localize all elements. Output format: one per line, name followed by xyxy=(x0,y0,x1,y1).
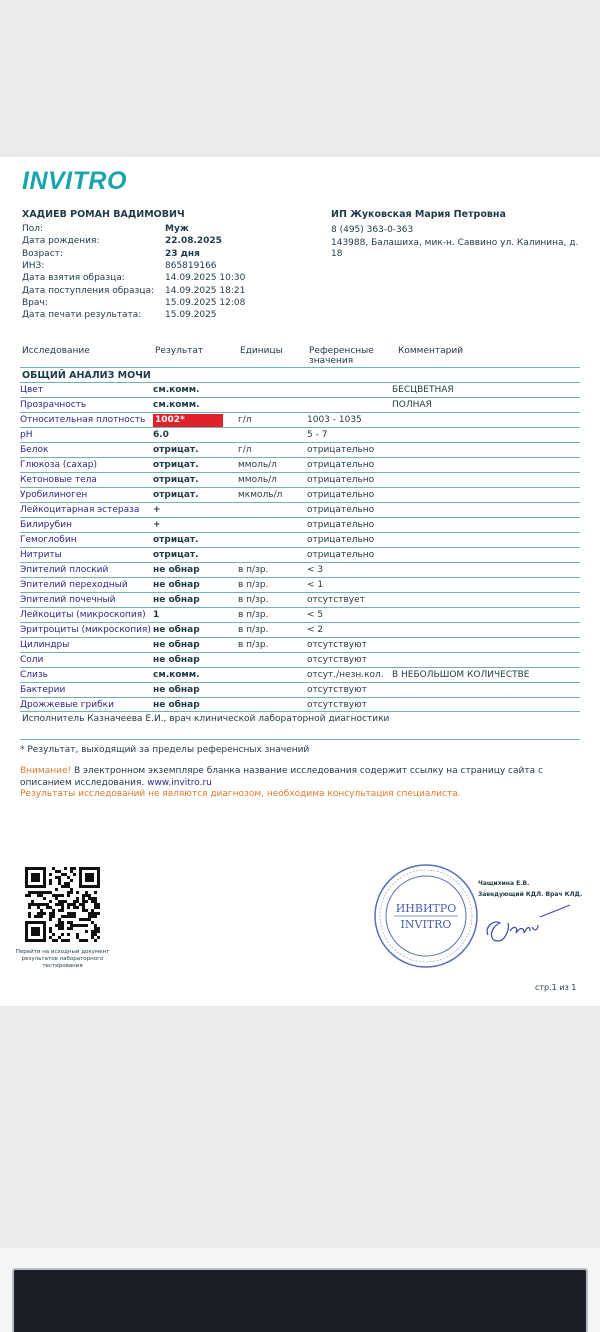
patient-field-label: Дата поступления образца: xyxy=(22,285,154,296)
test-name[interactable]: pH xyxy=(20,430,33,440)
test-result: отрицат. xyxy=(153,475,199,485)
test-units: ммоль/л xyxy=(238,460,277,470)
table-row xyxy=(20,532,580,547)
test-reference: < 2 xyxy=(307,625,324,635)
test-units: в п/зр. xyxy=(238,595,269,605)
table-row xyxy=(20,427,580,442)
attention-warn: Внимание! xyxy=(20,766,72,776)
lab-report-page xyxy=(0,157,600,1006)
test-result: см.комм. xyxy=(153,385,200,395)
test-reference: отсутствуют xyxy=(307,655,367,665)
test-units: мкмоль/л xyxy=(238,490,283,500)
patient-field xyxy=(22,249,322,262)
test-result: отрицат. xyxy=(153,535,199,545)
header-reference: Референсные значения xyxy=(309,346,374,366)
test-name[interactable]: Эпителий плоский xyxy=(20,565,109,575)
test-units: в п/зр. xyxy=(238,565,269,575)
test-reference: отсутствуют xyxy=(307,700,367,710)
test-result: 1 xyxy=(153,610,160,620)
test-result: не обнар xyxy=(153,625,200,635)
test-reference: отсутствуют xyxy=(307,685,367,695)
test-reference: отсут./незн.кол. xyxy=(307,670,384,680)
table-row xyxy=(20,397,580,412)
patient-field-label: Пол: xyxy=(22,224,44,234)
test-comment: БЕСЦВЕТНАЯ xyxy=(392,385,454,395)
header-test: Исследование xyxy=(22,346,90,356)
header-units: Единицы xyxy=(240,346,283,356)
page-number: стр.1 из 1 xyxy=(535,983,577,992)
header-divider xyxy=(20,367,580,368)
attention-note xyxy=(20,765,585,789)
patient-field xyxy=(22,310,322,323)
qr-code-icon[interactable] xyxy=(25,867,100,942)
test-result: см.комм. xyxy=(153,670,200,680)
stamp-text-ru: ИНВИТРО xyxy=(395,902,457,915)
table-row xyxy=(20,457,580,472)
disclaimer: Результаты исследований не являются диагнозом, необходима консультация специалиста. xyxy=(20,789,461,799)
test-result: не обнар xyxy=(153,700,200,710)
test-units: г/л xyxy=(238,445,252,455)
patient-field xyxy=(22,224,322,237)
patient-field-label: Дата печати результата: xyxy=(22,310,142,321)
table-row xyxy=(20,682,580,697)
test-result: не обнар xyxy=(153,580,200,590)
stamp-icon xyxy=(372,862,480,970)
table-row xyxy=(20,472,580,487)
test-name[interactable]: Эпителий почечный xyxy=(20,595,116,605)
test-name[interactable]: Нитриты xyxy=(20,550,62,560)
test-name[interactable]: Белок xyxy=(20,445,49,455)
test-reference: отрицательно xyxy=(307,535,375,545)
qr-caption: Перейти на исходный документ результатов лабораторного тестирования xyxy=(15,949,110,969)
test-name[interactable]: Цилиндры xyxy=(20,640,70,650)
lab-phone: 8 (495) 363-0-363 xyxy=(331,225,414,235)
test-result: 1002* xyxy=(153,414,223,427)
table-row xyxy=(20,442,580,457)
table-row xyxy=(20,637,580,652)
table-row xyxy=(20,577,580,592)
patient-field-value: 14.09.2025 18:21 xyxy=(165,285,246,296)
test-name[interactable]: Кетоновые тела xyxy=(20,475,97,485)
patient-field-value: 865819166 xyxy=(165,260,217,271)
test-name[interactable]: Билирубин xyxy=(20,520,72,530)
test-reference: отрицательно xyxy=(307,490,375,500)
viewer-background-top xyxy=(0,0,600,157)
test-name[interactable]: Эритроциты (микроскопия) xyxy=(20,625,151,635)
test-reference: отрицательно xyxy=(307,460,375,470)
test-reference: отрицательно xyxy=(307,520,375,530)
patient-field-value: 22.08.2025 xyxy=(165,236,222,247)
table-row xyxy=(20,517,580,532)
patient-field-value: 15.09.2025 xyxy=(165,310,217,321)
test-result: см.комм. xyxy=(153,400,200,410)
test-result: не обнар xyxy=(153,655,200,665)
table-row xyxy=(20,622,580,637)
table-row xyxy=(20,487,580,502)
patient-field xyxy=(22,261,322,274)
test-name[interactable]: Относительная плотность xyxy=(20,415,146,425)
test-name[interactable]: Глюкоза (сахар) xyxy=(20,460,97,470)
patient-field xyxy=(22,298,322,311)
test-units: в п/зр. xyxy=(238,625,269,635)
test-reference: < 1 xyxy=(307,580,324,590)
executor: Исполнитель Казначеева Е.И., врач клинической лабораторной диагностики xyxy=(22,714,390,724)
test-name[interactable]: Цвет xyxy=(20,385,44,395)
test-name[interactable]: Уробилиноген xyxy=(20,490,88,500)
table-row xyxy=(20,382,580,397)
bottom-sheet-panel[interactable] xyxy=(12,1268,588,1332)
footnote: * Результат, выходящий за пределы референсных значений xyxy=(20,745,310,755)
test-name[interactable]: Дрожжевые грибки xyxy=(20,700,114,710)
test-units: ммоль/л xyxy=(238,475,277,485)
patient-field-label: Дата взятия образца: xyxy=(22,273,125,284)
viewer-background-bottom xyxy=(0,1006,600,1248)
patient-field-value: 23 дня xyxy=(165,248,200,259)
test-name[interactable]: Гемоглобин xyxy=(20,535,77,545)
test-result: не обнар xyxy=(153,595,200,605)
test-comment: В НЕБОЛЬШОМ КОЛИЧЕСТВЕ xyxy=(392,670,530,680)
test-name[interactable]: Эпителий переходный xyxy=(20,580,128,590)
patient-field-label: Врач: xyxy=(22,297,48,308)
test-name[interactable]: Бактерии xyxy=(20,685,66,695)
lab-name: ИП Жуковская Мария Петровна xyxy=(331,209,506,220)
table-row xyxy=(20,547,580,562)
test-result: отрицат. xyxy=(153,460,199,470)
test-reference: отрицательно xyxy=(307,550,375,560)
test-result: 6.0 xyxy=(153,430,169,440)
attention-text: В электронном экземпляре бланка название исследования содержит ссылку на страницу сайта с описанием исследования. xyxy=(20,766,543,788)
invitro-logo: INVITRO xyxy=(22,167,127,195)
test-reference: < 5 xyxy=(307,610,324,620)
patient-field-label: ИНЗ: xyxy=(22,260,45,271)
test-name[interactable]: Соли xyxy=(20,655,44,665)
test-result: + xyxy=(153,520,161,530)
section-title: ОБЩИЙ АНАЛИЗ МОЧИ xyxy=(22,370,151,381)
test-reference: 1003 - 1035 xyxy=(307,415,362,425)
test-reference: отрицательно xyxy=(307,445,375,455)
test-reference: 5 - 7 xyxy=(307,430,328,440)
patient-field-label: Дата рождения: xyxy=(22,236,100,247)
test-reference: отсутствуют xyxy=(307,640,367,650)
test-reference: отрицательно xyxy=(307,475,375,485)
table-row xyxy=(20,697,580,712)
test-reference: отсутствует xyxy=(307,595,365,605)
lab-address: 143988, Балашиха, мик-н. Саввино ул. Калинина, д. 18 xyxy=(331,238,579,259)
table-row xyxy=(20,502,580,517)
test-units: в п/зр. xyxy=(238,580,269,590)
footer-divider xyxy=(20,739,580,740)
test-reference: < 3 xyxy=(307,565,324,575)
patient-field-value: 14.09.2025 10:30 xyxy=(165,273,246,284)
signer-name: Чащихина Е.В. xyxy=(478,880,530,887)
results-table xyxy=(20,382,580,712)
patient-field-value: 15.09.2025 12:08 xyxy=(165,297,246,308)
patient-name: ХАДИЕВ РОМАН ВАДИМОВИЧ xyxy=(22,209,185,220)
patient-field xyxy=(22,273,322,286)
test-result: не обнар xyxy=(153,685,200,695)
test-name[interactable]: Лейкоциты (микроскопия) xyxy=(20,610,146,620)
test-name[interactable]: Слизь xyxy=(20,670,48,680)
test-comment: ПОЛНАЯ xyxy=(392,400,432,410)
patient-field xyxy=(22,286,322,299)
patient-field-value: Муж xyxy=(165,224,189,234)
patient-field xyxy=(22,236,322,249)
test-result: + xyxy=(153,505,161,515)
test-units: в п/зр. xyxy=(238,610,269,620)
table-row xyxy=(20,607,580,622)
header-result: Результат xyxy=(155,346,204,356)
test-units: г/л xyxy=(238,415,252,425)
header-comment: Комментарий xyxy=(398,346,464,356)
test-name[interactable]: Прозрачность xyxy=(20,400,87,410)
patient-field-label: Возраст: xyxy=(22,248,63,259)
signature-icon xyxy=(480,897,575,947)
test-result: не обнар xyxy=(153,640,200,650)
test-name[interactable]: Лейкоцитарная эстераза xyxy=(20,505,140,515)
table-row xyxy=(20,652,580,667)
table-row xyxy=(20,592,580,607)
invitro-link[interactable]: www.invitro.ru xyxy=(147,778,212,788)
test-units: в п/зр. xyxy=(238,640,269,650)
test-result: не обнар xyxy=(153,565,200,575)
test-result: отрицат. xyxy=(153,550,199,560)
test-result: отрицат. xyxy=(153,490,199,500)
stamp-text-en: INVITRO xyxy=(400,918,452,931)
signer-title: Заведующий КДЛ. Врач КЛД. xyxy=(478,891,583,898)
table-row xyxy=(20,562,580,577)
test-result: отрицат. xyxy=(153,445,199,455)
table-row xyxy=(20,667,580,682)
table-row xyxy=(20,412,580,427)
test-reference: отрицательно xyxy=(307,505,375,515)
